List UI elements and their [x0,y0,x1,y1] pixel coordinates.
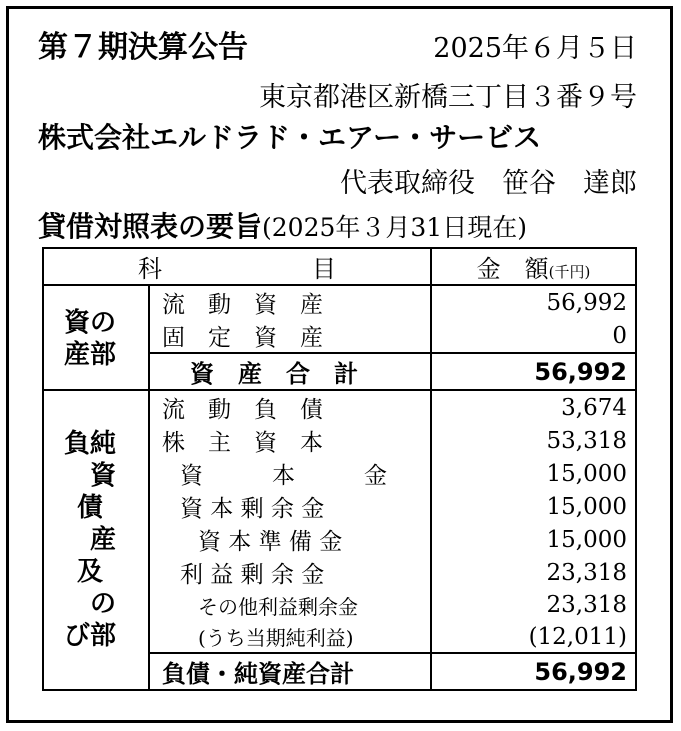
summary-date: (2025年３月31日現在) [262,213,527,242]
table-row [43,285,636,319]
table-row [43,390,636,424]
header-amount: 金 額(千円) [476,255,591,283]
liability-amount: 15,000 [431,457,636,490]
company-address: 東京都港区新橋三丁目３番９号 [259,82,637,113]
table-header-row [43,248,636,285]
assets-total-amount: 56,992 [431,353,636,390]
asset-amount: 56,992 [431,285,636,319]
notice-title: 第７期決算公告 [38,30,248,65]
company-name: 株式会社エルドラド・エアー・サービス [38,121,542,154]
assets-total-label: 資 産 合 計 [149,353,431,390]
liability-amount: 23,318 [431,589,636,621]
liability-label: 利 益 剰 余 金 [149,556,431,589]
liability-label: 資 本 金 [149,457,431,490]
liabilities-section-label: 負純 資 債 産 及 の び部 [43,390,149,690]
liability-amount: (12,011) [431,621,636,653]
summary-heading [38,210,527,243]
liabilities-total-label: 負債・純資産合計 [149,653,431,690]
liability-label: その他利益剰余金 [149,589,431,621]
asset-label: 流 動 資 産 [149,285,431,319]
liabilities-total-amount: 56,992 [431,653,636,690]
liability-amount: 15,000 [431,490,636,523]
asset-amount: 0 [431,319,636,353]
liability-label: 流 動 負 債 [149,390,431,424]
representative: 代表取締役 笹谷 達郎 [340,168,637,199]
liability-label: 資 本 剰 余 金 [149,490,431,523]
header-subject-2: 目 [312,255,336,283]
notice-date: 2025年６月５日 [433,33,637,64]
liability-label: (うち当期純利益) [149,621,431,653]
header-subject-1: 科 [138,255,162,283]
liability-amount: 23,318 [431,556,636,589]
liability-amount: 3,674 [431,390,636,424]
summary-title: 貸借対照表の要旨 [38,210,263,243]
header-unit: (千円) [548,263,591,281]
liability-label: 資 本 準 備 金 [149,523,431,556]
balance-sheet-table [42,247,637,691]
liability-amount: 53,318 [431,424,636,457]
liability-label: 株 主 資 本 [149,424,431,457]
assets-section-label: 資の 産部 [43,285,149,390]
asset-label: 固 定 資 産 [149,319,431,353]
header-subject [43,248,431,285]
liability-amount: 15,000 [431,523,636,556]
